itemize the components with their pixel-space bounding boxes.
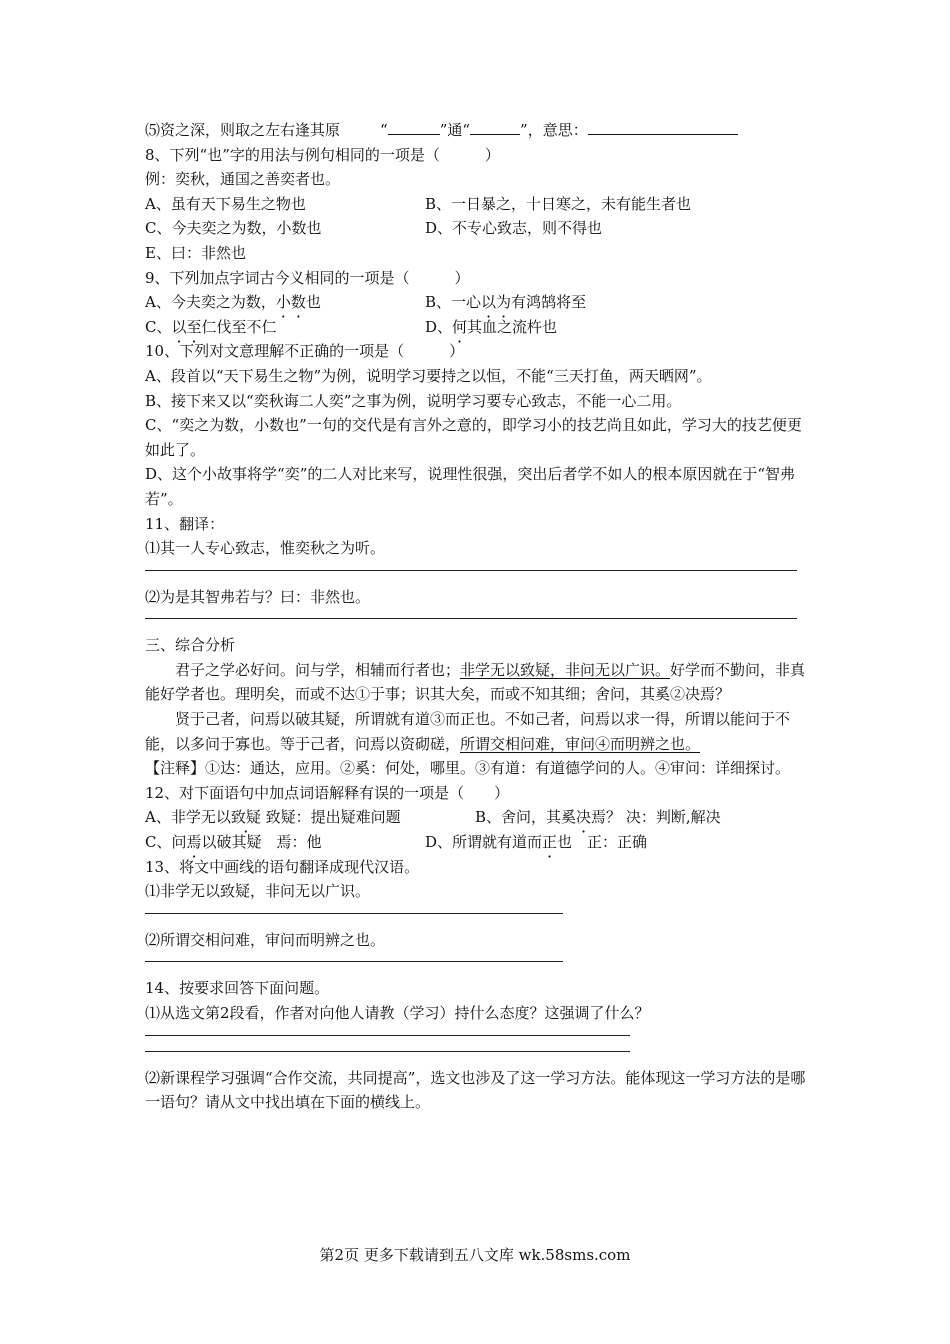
- q13-sentence-2: ⑵所谓交相问难，审问而明辨之也。: [145, 930, 386, 949]
- q10-option-b: B、接下来又以“奕秋诲二人奕”之事为例，说明学习要专心致志，不能一心二用。: [145, 391, 682, 410]
- q12-option-d: D、所谓就有道而正也 正：正确: [425, 833, 648, 852]
- q11-sentence-1: ⑴其一人专心致志，惟奕秋之为听。: [145, 539, 386, 558]
- q8-option-d: D、不专心致志，则不得也: [425, 219, 603, 238]
- section-3-title: 三、综合分析: [145, 636, 236, 655]
- answer-blank[interactable]: [388, 120, 440, 135]
- passage-notes: 【注释】①达：通达，应用。②奚：何处，哪里。③有道：有道德学问的人。④审问：详细探讨。: [145, 759, 791, 778]
- q8-option-e: E、曰：非然也: [145, 243, 246, 262]
- answer-line[interactable]: [145, 912, 563, 914]
- q9-option-b: B、一心以为有鸿鹄将至: [425, 293, 587, 312]
- answer-blank[interactable]: [470, 120, 520, 135]
- answer-line[interactable]: [145, 960, 563, 962]
- q8-options-ab: [145, 192, 810, 217]
- q8-options-cd: [145, 216, 810, 241]
- q10-stem: 10、下列对文意理解不正确的一项是（ ）: [145, 342, 465, 361]
- q7-item-5: ⑸资之深，则取之左右逢其原 “ ”通“ ”，意思：: [145, 118, 810, 143]
- q11-stem: 11、翻译：: [145, 514, 225, 533]
- answer-line[interactable]: [145, 1034, 630, 1036]
- answer-blank[interactable]: [588, 120, 738, 135]
- q12-option-b: B、舍问，其奚决焉？ 决：判断,解决: [475, 808, 721, 827]
- worksheet-page: [145, 118, 810, 1115]
- q8-option-c: C、今夫奕之为数，小数也: [145, 219, 322, 238]
- q12-option-c: C、问焉以破其疑 焉：他: [145, 833, 322, 852]
- q12-stem: 12、对下面语句中加点词语解释有误的一项是（ ）: [145, 783, 510, 802]
- passage-paragraph-1: 君子之学必好问。问与学，相辅而行者也；非学无以致疑，非问无以广识。好学而不勤问，非真能好学者也。理明矣，而或不达①于事；识其大矣，而或不知其细；舍问，其奚②决焉？: [145, 660, 806, 704]
- q10-option-a: A、段首以“天下易生之物”为例，说明学习要持之以恒，不能“三天打鱼，两天晒网”。: [145, 366, 712, 385]
- passage-paragraph-2: 贤于己者，问焉以破其疑，所谓就有道③而正也。不如己者，问焉以求一得，所谓以能问于不能，以多问于寡也。等于己者，问焉以资砌磋，所谓交相问难，审问④而明辨之也。: [145, 710, 791, 753]
- q9-options-cd: [145, 315, 810, 340]
- answer-line[interactable]: [145, 569, 797, 571]
- q10-option-c: C、“奕之为数，小数也”一句的交代是有言外之意的，即学习小的技艺尚且如此，学习大的技艺便更如此了。: [145, 416, 802, 459]
- underlined-sentence-1: 非学无以致疑，非问无以广识。: [460, 660, 671, 679]
- q8-example: 例：奕秋，通国之善奕者也。: [145, 170, 341, 189]
- q9-option-d: D、何其血之流杵也: [425, 317, 558, 336]
- q14-sub-1: ⑴从选文第2段看，作者对向他人请教（学习）持什么态度？这强调了什么？: [145, 1004, 650, 1022]
- q8-option-b: B、一日暴之，十日寒之，未有能生者也: [425, 194, 692, 213]
- answer-line[interactable]: [145, 617, 797, 619]
- q8-stem: 8、下列“也”字的用法与例句相同的一项是（ ）: [145, 145, 500, 164]
- q12-option-a: A、非学无以致疑 致疑：提出疑难问题: [145, 808, 401, 827]
- q13-stem: 13、将文中画线的语句翻译成现代汉语。: [145, 857, 420, 876]
- q9-options-ab: [145, 290, 810, 315]
- q9-option-c: C、以至仁伐至不仁: [145, 317, 277, 336]
- q14-stem: 14、按要求回答下面问题。: [145, 979, 330, 998]
- q14-sub-2: ⑵新课程学习强调“合作交流，共同提高”，选文也涉及了这一学习方法。能体现这一学习方法的是哪一语句？请从文中找出填在下面的横线上。: [145, 1068, 806, 1112]
- q8-option-a: A、虽有天下易生之物也: [145, 194, 306, 213]
- q13-sentence-1: ⑴非学无以致疑，非问无以广识。: [145, 882, 371, 901]
- q10-option-d: D、这个小故事将学“奕”的二人对比来写，说理性很强，突出后者学不如人的根本原因就在于“智弗若”。: [145, 465, 796, 508]
- answer-line[interactable]: [145, 1050, 630, 1052]
- q11-sentence-2: ⑵为是其智弗若与？曰：非然也。: [145, 587, 371, 606]
- page-footer: 第2页 更多下载请到五八文库 wk.58sms.com: [319, 1246, 631, 1264]
- underlined-sentence-2: 所谓交相问难，审问④而明辨之也。: [460, 734, 701, 753]
- q9-option-a: A、今夫奕之为数，小数也: [145, 293, 321, 312]
- q9-stem: 9、下列加点字词古今义相同的一项是（ ）: [145, 268, 470, 287]
- q12-options-ab: [145, 805, 810, 830]
